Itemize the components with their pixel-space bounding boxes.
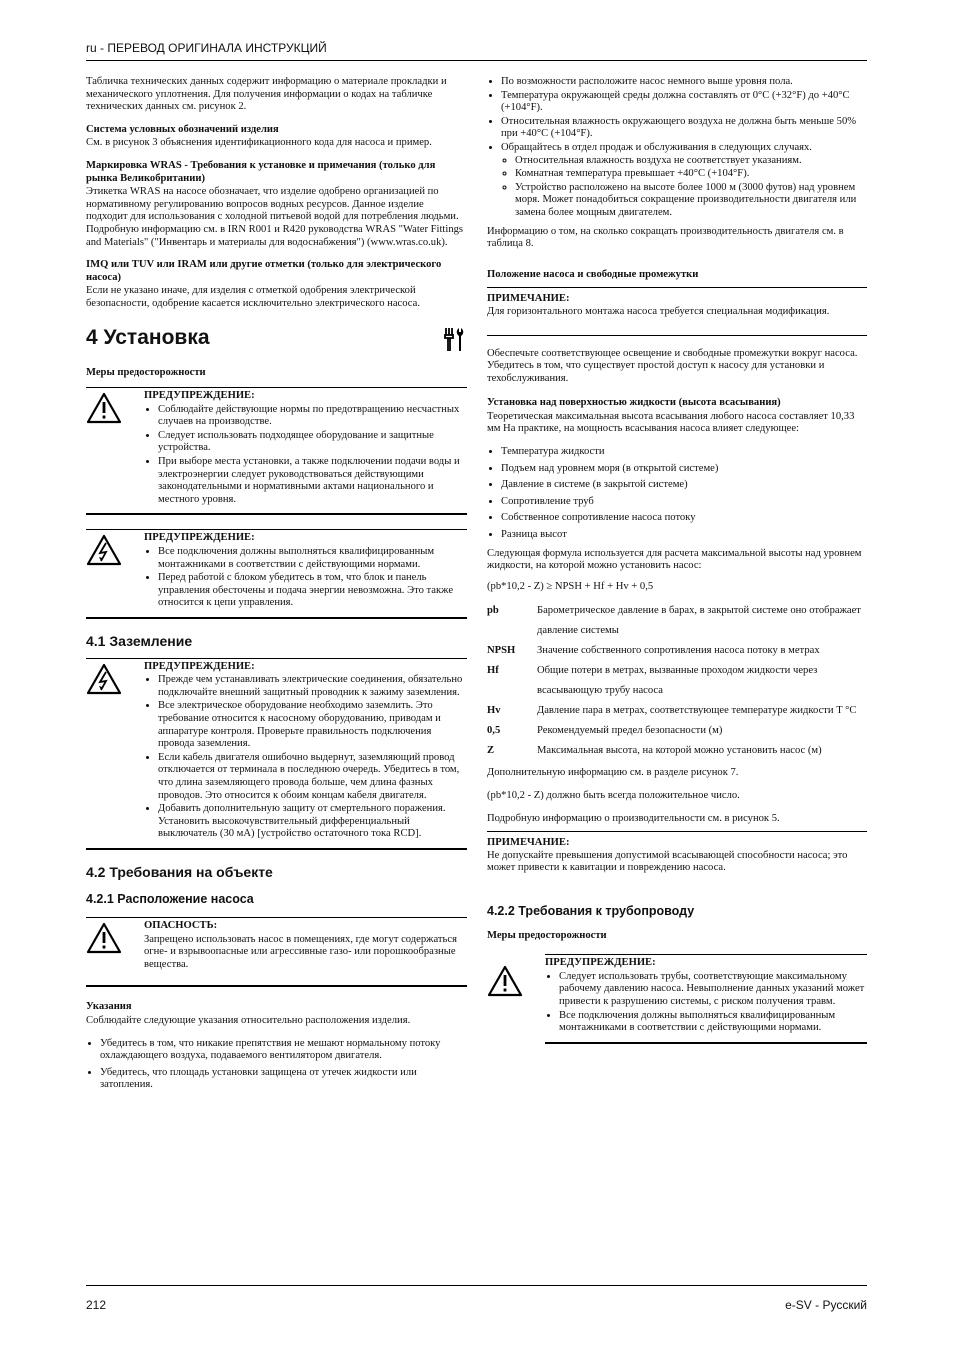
left-column: [86, 76, 467, 1098]
warning-item: • Все подключения должны выполняться квалифицированным монтажниками в соответствии с действующими нормами.: [559, 1010, 867, 1035]
section-title-piping: 4.2.2 Требования к трубопроводу: [487, 903, 695, 918]
warning-triangle-icon: [86, 922, 122, 954]
danger-text: Запрещено использовать насос в помещениях, где могут содержаться огне- и взрывоопасные или агрессивные газо- или порошкообразные вещества.: [144, 933, 457, 970]
warning-title: ПРЕДУПРЕЖДЕНИЕ:: [144, 660, 255, 672]
section-title-installation: [86, 325, 467, 353]
right-column: [487, 76, 867, 1058]
intro-text: Табличка технических данных содержит информацию о материале прокладки и механического уплотнения. Для получения информации о кодах на табличке технических данных см. рисунок 2.: [86, 76, 447, 113]
guideline-item: • Убедитесь в том, что никакие препятствия не мешают нормальному потоку охлаждающего воздуха, подаваемого вентилятором двигателя.: [100, 1038, 467, 1063]
location-item: [501, 142, 867, 220]
piping-precautions-title: Меры предосторожности: [487, 929, 607, 941]
warning-triangle-icon: [487, 965, 523, 997]
section-title-pump-location: 4.2.1 Расположение насоса: [86, 891, 254, 906]
clearance-text: Обеспечьте соответствующее освещение и свободные промежутки вокруг насоса. Убедитесь в том, что существует простой доступ к насосу для установки и техобслуживания.: [487, 347, 858, 384]
location-item: • Относительная влажность окружающего воздуха не должна быть меньше 50% при +40°C (+104°F).: [501, 116, 867, 141]
page-header: ru - ПЕРЕВОД ОРИГИНАЛА ИНСТРУКЦИЙ: [86, 41, 327, 55]
warning-title: ПРЕДУПРЕЖДЕНИЕ:: [545, 957, 656, 969]
section-title-site-requirements: 4.2 Требования на объекте: [86, 863, 273, 880]
warning-item: • Все электрическое оборудование необходимо заземлить. Это требование относится к насосному оборудованию, приводам и аппаратуре контроля. Проверьте правильность подключения провода заземления.: [158, 700, 467, 750]
precautions-title: Меры предосторожности: [86, 366, 206, 378]
factor-item: • Сопротивление труб: [501, 496, 867, 509]
footer-rule: [86, 1285, 867, 1286]
factor-item: • Подъем над уровнем моря (в открытой системе): [501, 463, 867, 476]
suction-title: Установка над поверхностью жидкости (высота всасывания): [487, 397, 781, 409]
imq-text: Если не указано иначе, для изделия с отметкой одобрения электрической безопасности, одобрение касается исключительно электрического насоса.: [86, 285, 420, 309]
warning-box-4: [545, 954, 867, 1044]
more-info-text: Дополнительную информацию см. в разделе рисунок 7.: [487, 767, 739, 779]
note-title: ПРИМЕЧАНИЕ:: [487, 837, 570, 849]
guidelines-text: Соблюдайте следующие указания относительно расположения изделия.: [86, 1015, 411, 1027]
location-subitem: ◦ Относительная влажность воздуха не соответствует указаниям.: [515, 155, 867, 168]
performance-info-text: Подробную информацию о производительности см. в рисунок 5.: [487, 812, 780, 824]
symbol-desc: Барометрическое давление в барах, в закрытой системе оно отображает давление системы: [537, 605, 861, 637]
note-text: Не допускайте превышения допустимой всасывающей способности насоса; это может привести к кавитации и повреждению насоса.: [487, 849, 848, 874]
symbol: 0,5: [487, 725, 501, 737]
symbol-desc: Общие потери в метрах, вызванные проходом жидкости через всасывающую трубу насоса: [537, 665, 818, 697]
symbol: pb: [487, 605, 499, 617]
electrical-hazard-icon: [86, 534, 122, 566]
warning-title: ПРЕДУПРЕЖДЕНИЕ:: [144, 390, 255, 402]
symbol-table: [487, 601, 867, 761]
factor-item: • Разница высот: [501, 529, 867, 542]
formula: (pb*10,2 - Z) ≥ NPSH + Hf + Hv + 0,5: [487, 580, 654, 592]
symbol: Hv: [487, 705, 501, 717]
page-number: 212: [86, 1298, 107, 1312]
warning-item: • Добавить дополнительную защиту от смертельного поражения. Установить высокочувствительный дифференциальный выключатель (30 мА) [устройство остаточного тока RCD].: [158, 803, 467, 841]
suction-text: Теоретическая максимальная высота всасывания любого насоса составляет 10,33 мм На практике, на мощность всасывания насоса влияет следующее:: [487, 410, 855, 435]
derate-text: Информацию о том, на сколько сокращать производительность двигателя см. в таблица 8.: [487, 225, 844, 250]
section-title-grounding: 4.1 Заземление: [86, 633, 193, 649]
guidelines-title: Указания: [86, 1001, 132, 1013]
symbol: Hf: [487, 665, 499, 677]
location-item: • По возможности расположите насос немного выше уровня пола.: [501, 76, 867, 89]
location-item: • Температура окружающей среды должна составлять от 0°C (+32°F) до +40°C (+104°F).: [501, 90, 867, 115]
warning-box-1: [86, 387, 467, 515]
note-text: Для горизонтального монтажа насоса требуется специальная модификация.: [487, 305, 830, 317]
guideline-item: • Убедитесь, что площадь установки защищена от утечек жидкости или затопления.: [100, 1067, 467, 1092]
warning-box-3: [86, 658, 467, 850]
warning-title: ПРЕДУПРЕЖДЕНИЕ:: [144, 532, 255, 544]
location-item-text: Обращайтесь в отдел продаж и обслуживания в следующих случаях.: [501, 141, 812, 153]
footer-product: e-SV - Русский: [785, 1298, 867, 1312]
wras-text: Этикетка WRAS на насосе обозначает, что изделие одобрено организацией по нормативному регулированию вопросов водных ресурсов. Данное изделие подходит для использования с холодной питьевой водой для потребления людьми. Подробную информацию см. в IRN R001 и R420 руководства WRAS "Water Fittings and Materials" ("Инвентарь и материалы для водоснабжения") (www.wras.co.uk).: [86, 186, 464, 248]
symbol: NPSH: [487, 645, 516, 657]
warning-item: • Все подключения должны выполняться квалифицированным монтажниками в соответствии с действующими нормами.: [158, 546, 467, 571]
wras-title: Маркировка WRAS - Требования к установке и примечания (только для рынка Великобритании): [86, 159, 436, 184]
symbol-desc: Рекомендуемый предел безопасности (м): [537, 725, 723, 737]
factor-item: • Давление в системе (в закрытой системе): [501, 479, 867, 492]
warning-item: • Следует использовать подходящее оборудование и защитные устройства.: [158, 430, 467, 455]
formula-intro: Следующая формула используется для расчета максимальной высоты над уровнем жидкости, на которой можно установить насос:: [487, 547, 862, 572]
product-designation-text: См. в рисунок 3 объяснения идентификационного кода для насоса и пример.: [86, 137, 432, 149]
warning-item: • Следует использовать трубы, соответствующие максимальному рабочему давлению насоса. Невыполнение данных указаний может привести к разрушению системы, с риском получения травм.: [559, 971, 867, 1009]
header-rule: [86, 60, 867, 61]
location-subitem: ◦ Устройство расположено на высоте более 1000 м (3000 футов) над уровнем моря. Может понадобиться сокращение производительности двигателя или замена более мощным двигателем.: [515, 182, 867, 220]
electrical-hazard-icon: [86, 663, 122, 695]
location-subitem: ◦ Комнатная температура превышает +40°C (+104°F).: [515, 168, 867, 181]
imq-title: IMQ или TUV или IRAM или другие отметки (только для электрического насоса): [86, 259, 442, 283]
section-title-text: 4 Установка: [86, 326, 210, 350]
note-box-2: [487, 831, 867, 891]
warning-item: • Перед работой с блоком убедитесь в том, что блок и панель управления обесточены и подача энергии невозможна. Это также относится к цепи управления.: [158, 572, 467, 610]
symbol-desc: Значение собственного сопротивления насоса потоку в метрах: [537, 645, 820, 657]
warning-item: • Прежде чем устанавливать электрические соединения, обязательно подключайте внешний защитный проводник к зажиму заземления.: [158, 674, 467, 699]
symbol-desc: Давление пара в метрах, соответствующее температуре жидкости T °C: [537, 705, 857, 717]
warning-item: • Соблюдайте действующие нормы по предотвращению несчастных случаев на производстве.: [158, 404, 467, 429]
tools-icon: [441, 325, 467, 353]
note-box-1: [487, 287, 867, 335]
warning-item: • Если кабель двигателя ошибочно выдернут, заземляющий провод отключается от терминала в последнюю очередь. Убедитесь в том, что длина заземляющего провода больше, чем длина фазных проводов. Это относится к обоим концам кабеля двигателя.: [158, 752, 467, 802]
note-title: ПРИМЕЧАНИЕ:: [487, 293, 570, 305]
warning-item: • При выборе места установки, а также подключении подачи воды и электроэнергии следует руководствоваться действующими законодательными и нормативными актами национального и местного уровня.: [158, 456, 467, 506]
warning-box-2: [86, 529, 467, 619]
product-designation-title: Система условных обозначений изделия: [86, 123, 279, 135]
danger-box: [86, 917, 467, 987]
factor-item: • Температура жидкости: [501, 446, 867, 459]
symbol-desc: Максимальная высота, на которой можно установить насос (м): [537, 745, 822, 757]
factor-item: • Собственное сопротивление насоса потоку: [501, 512, 867, 525]
positive-text: (pb*10,2 - Z) должно быть всегда положительное число.: [487, 790, 740, 801]
position-title: Положение насоса и свободные промежутки: [487, 268, 699, 280]
danger-title: ОПАСНОСТЬ:: [144, 920, 218, 932]
warning-triangle-icon: [86, 392, 122, 424]
symbol: Z: [487, 745, 495, 757]
